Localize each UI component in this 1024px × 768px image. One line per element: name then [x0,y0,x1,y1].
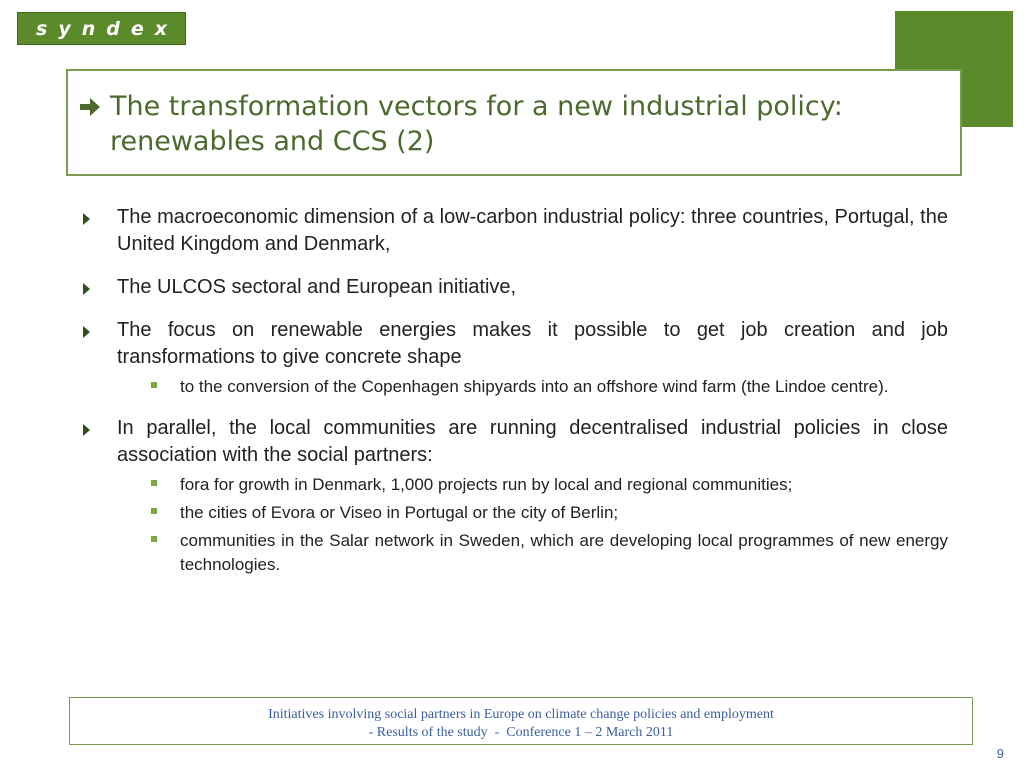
bullet-item [80,415,948,577]
title-line-1: The transformation vectors for a new industrial policy: [110,91,843,122]
bullet-item [80,317,948,399]
sub-bullet-item [80,473,948,497]
page-number: 9 [996,746,1004,761]
bullet-text: In parallel, the local communities are running decentralised industrial policies in close association with the social partners: [117,417,948,466]
footer-line-1: Initiatives involving social partners in Europe on climate change policies and employment [268,707,774,722]
triangle-bullet-icon [83,213,90,225]
sub-bullet-text: fora for growth in Denmark, 1,000 projects run by local and regional communities; [180,475,793,494]
triangle-bullet-icon [83,326,90,338]
footer [69,697,973,745]
bullet-text: The focus on renewable energies makes it possible to get job creation and job transformations to give concrete shape [117,319,948,368]
triangle-bullet-icon [83,283,90,295]
bullet-item [80,274,948,301]
square-bullet-icon [151,480,157,486]
title-line-2: renewables and CCS (2) [110,126,435,157]
sub-bullet-text: to the conversion of the Copenhagen shipyards into an offshore wind farm (the Lindoe centre). [180,377,889,396]
logo-text: syndex [36,17,178,40]
page-title [110,89,930,159]
sub-bullet-item [80,375,948,399]
bullet-item [80,204,948,258]
square-bullet-icon [151,536,157,542]
square-bullet-icon [151,508,157,514]
sub-bullet-text: communities in the Salar network in Sweden, which are developing local programmes of new energy technologies. [180,531,948,574]
bullet-text: The macroeconomic dimension of a low-carbon industrial policy: three countries, Portugal, the United Kingdom and Denmark, [117,206,948,255]
sub-bullet-item [80,501,948,525]
title-box [66,69,962,176]
square-bullet-icon [151,382,157,388]
bullet-text: The ULCOS sectoral and European initiative, [117,276,517,298]
arrow-right-icon [78,95,102,119]
footer-line-2: - Results of the study - Conference 1 – 2 March 2011 [368,725,674,740]
bullet-list [80,204,948,593]
sub-bullet-item [80,529,948,577]
triangle-bullet-icon [83,424,90,436]
syndex-logo [17,12,186,45]
sub-bullet-text: the cities of Evora or Viseo in Portugal or the city of Berlin; [180,503,619,522]
